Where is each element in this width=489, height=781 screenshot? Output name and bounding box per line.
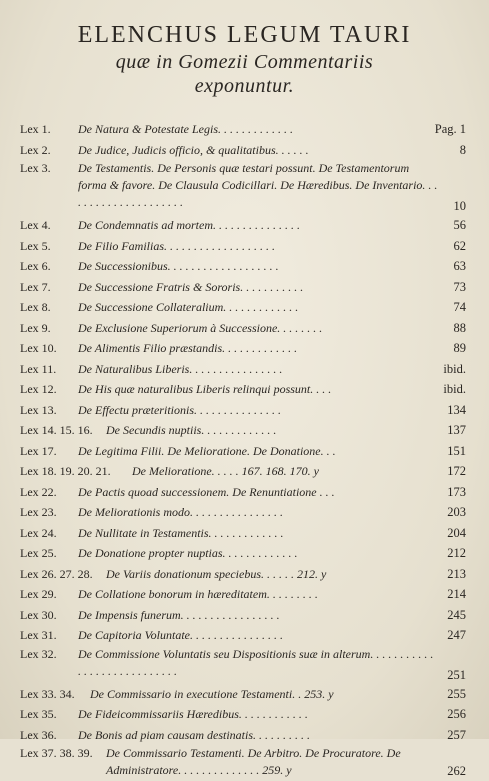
entry-lex: Lex 2.: [20, 142, 51, 157]
index-entry: [20, 745, 466, 781]
entry-page: 173: [447, 484, 466, 499]
entry-lex: Lex 23.: [20, 505, 57, 519]
entry-page: 74: [453, 300, 466, 314]
index-entry: [20, 379, 466, 400]
entry-lex: Lex 14. 15. 16.: [20, 423, 93, 437]
index-entry: [20, 119, 466, 140]
index-entry: [20, 318, 466, 339]
entry-page: 245: [447, 607, 466, 622]
entry-page: 203: [447, 505, 466, 519]
entry-page: 257: [447, 727, 466, 742]
index-entry: [20, 461, 466, 482]
entry-lex: Lex 7.: [20, 279, 51, 294]
entry-lex: Lex 24.: [20, 525, 57, 540]
entry-text: De Successione Fratris & Sororis. . . . . . . . . . .: [78, 279, 304, 294]
entry-page: Pag. 1: [434, 122, 466, 136]
entry-lex: Lex 37. 38. 39.: [20, 746, 93, 760]
index-entry: [20, 441, 466, 462]
entry-page: ibid.: [443, 382, 466, 396]
entry-page: 89: [453, 341, 466, 355]
entry-page: 214: [447, 587, 466, 601]
entry-text: De Capitoria Voluntate. . . . . . . . . . . . . . . .: [78, 628, 283, 642]
entry-lex: Lex 30.: [20, 607, 57, 622]
entry-lex: Lex 9.: [20, 320, 51, 335]
entry-text: De Commissione Voluntatis seu Dispositionis suæ in alterum. . . . . . . . . . . . . . . . . . . . . . . . . . . .: [78, 646, 434, 678]
entry-text: De Alimentis Filio præstandis. . . . . . . . . . . . .: [78, 341, 298, 355]
entry-text: De Exclusione Superiorum à Successione. . . . . . . .: [78, 320, 323, 335]
index-entry: [20, 297, 466, 318]
entry-lex: Lex 3.: [20, 161, 51, 175]
index-entry: [20, 523, 466, 544]
entry-text: De Successionibus. . . . . . . . . . . . . . . . . . .: [78, 259, 279, 273]
index-entry: [20, 725, 466, 746]
entry-page: 212: [447, 546, 466, 560]
entry-text: De Natura & Potestate Legis. . . . . . . . . . . . .: [78, 122, 293, 136]
entry-lex: Lex 26. 27. 28.: [20, 566, 93, 581]
entry-page: 262: [447, 764, 466, 778]
entry-text: De Nullitate in Testamentis. . . . . . . . . . . . .: [78, 525, 284, 540]
entry-page: 213: [447, 566, 466, 581]
entry-lex: Lex 32.: [20, 646, 57, 661]
index-entry: [20, 482, 466, 503]
entry-text: De Bonis ad piam causam destinatis. . . . . . . . . .: [78, 727, 310, 742]
entry-text: De Impensis funerum. . . . . . . . . . . . . . . . .: [78, 607, 280, 622]
entry-text: De Meliorationis modo. . . . . . . . . . . . . . . .: [78, 505, 283, 519]
entry-text: De His quæ naturalibus Liberis relinqui possunt. . . .: [78, 382, 332, 396]
index-entry: [20, 543, 466, 564]
entry-page: 88: [453, 320, 466, 335]
index-entry: [20, 236, 466, 257]
index-entry: [20, 400, 466, 421]
entry-lex: Lex 10.: [20, 341, 57, 355]
entry-page: 151: [447, 443, 466, 458]
entry-page: 251: [447, 667, 466, 682]
index-entry: [20, 625, 466, 646]
entry-lex: Lex 22.: [20, 484, 57, 499]
index-entry: [20, 564, 466, 585]
entry-text: De Judice, Judicis officio, & qualitatibus. . . . . .: [78, 142, 309, 157]
entry-lex: Lex 29.: [20, 587, 57, 601]
entry-text: De Commissario Testamenti. De Arbitro. De Procuratore. De Administratore. . . . . . . . . . . . . . 259. y: [106, 746, 401, 777]
entry-lex: Lex 17.: [20, 443, 57, 458]
entry-page: 137: [447, 423, 466, 437]
entry-page: 63: [453, 259, 466, 273]
entry-lex: Lex 11.: [20, 361, 57, 376]
entry-text: De Legitima Filii. De Melioratione. De Donatione. . .: [78, 443, 336, 458]
entry-lex: Lex 8.: [20, 300, 51, 314]
entry-text: De Filio Familias. . . . . . . . . . . . . . . . . . .: [78, 238, 275, 253]
index-entry: [20, 256, 466, 277]
entry-text: De Melioratione. . . . . 167. 168. 170. y: [132, 464, 319, 478]
index-entry: [20, 605, 466, 626]
entry-text: De Secundis nuptiis. . . . . . . . . . . . .: [106, 423, 277, 437]
index-entry: [20, 502, 466, 523]
entry-page: 62: [453, 238, 466, 253]
entry-lex: Lex 33. 34.: [20, 686, 75, 701]
entry-text: De Collatione bonorum in hæreditatem. . . . . . . . .: [78, 587, 318, 601]
entry-page: 172: [447, 464, 466, 478]
entry-lex: Lex 18. 19. 20. 21.: [20, 464, 111, 478]
entry-lex: Lex 36.: [20, 727, 57, 742]
entry-lex: Lex 35.: [20, 707, 57, 721]
index-entry: [20, 646, 466, 684]
entry-text: De Donatione propter nuptias. . . . . . . . . . . . .: [78, 546, 298, 560]
entry-page: 134: [447, 402, 466, 417]
entry-lex: Lex 6.: [20, 259, 51, 273]
entry-lex: Lex 13.: [20, 402, 57, 417]
index-entry: [20, 140, 466, 161]
entry-lex: Lex 31.: [20, 628, 57, 642]
index-entry: [20, 277, 466, 298]
index-entry: [20, 684, 466, 705]
entry-text: De Fideicommissariis Hæredibus. . . . . . . . . . . .: [78, 707, 308, 721]
index-entry: [20, 704, 466, 725]
entry-page: 255: [447, 686, 466, 701]
entry-page: 204: [447, 525, 466, 540]
entry-text: De Effectu præteritionis. . . . . . . . . . . . . . .: [78, 402, 281, 417]
index-entry: [20, 420, 466, 441]
index-entry: [20, 584, 466, 605]
entry-page: 56: [453, 218, 466, 232]
entry-page: ibid.: [443, 361, 466, 376]
entry-text: De Naturalibus Liberis. . . . . . . . . . . . . . . .: [78, 361, 283, 376]
index-entry: [20, 160, 466, 215]
index-entry: [20, 359, 466, 380]
title-line-2: quæ in Gomezii Commentariis: [115, 51, 374, 73]
title-line-3: exponuntur.: [194, 75, 295, 97]
entry-page: 8: [459, 142, 466, 157]
entry-page: 256: [447, 707, 466, 721]
entry-text: De Successione Collateralium. . . . . . . . . . . . .: [78, 300, 299, 314]
entry-lex: Lex 4.: [20, 218, 51, 232]
entry-page: 247: [447, 628, 466, 642]
index-entry: [20, 338, 466, 359]
entry-page: 10: [453, 199, 466, 213]
entry-lex: Lex 1.: [20, 122, 51, 136]
entry-text: De Condemnatis ad mortem. . . . . . . . . . . . . . .: [78, 218, 300, 232]
entry-text: De Pactis quoad successionem. De Renuntiatione . . .: [78, 484, 335, 499]
entry-text: De Testamentis. De Personis quæ testari possunt. De Testamentorum forma & favore. De Clausula Codicillari. De Hæredibus. De Inventario. . . . . . . . . . . . . . . . . . . . .: [78, 161, 438, 209]
title-line-1: ELENCHUS LEGUM TAURI: [77, 22, 412, 48]
entry-lex: Lex 12.: [20, 382, 57, 396]
entry-text: De Variis donationum speciebus. . . . . . 212. y: [106, 566, 327, 581]
entry-lex: Lex 25.: [20, 546, 57, 560]
entry-lex: Lex 5.: [20, 238, 51, 253]
entry-text: De Commissario in executione Testamenti. . 253. y: [90, 686, 334, 701]
index-entry: [20, 215, 466, 236]
entry-page: 73: [453, 279, 466, 294]
index-list: [20, 119, 466, 781]
